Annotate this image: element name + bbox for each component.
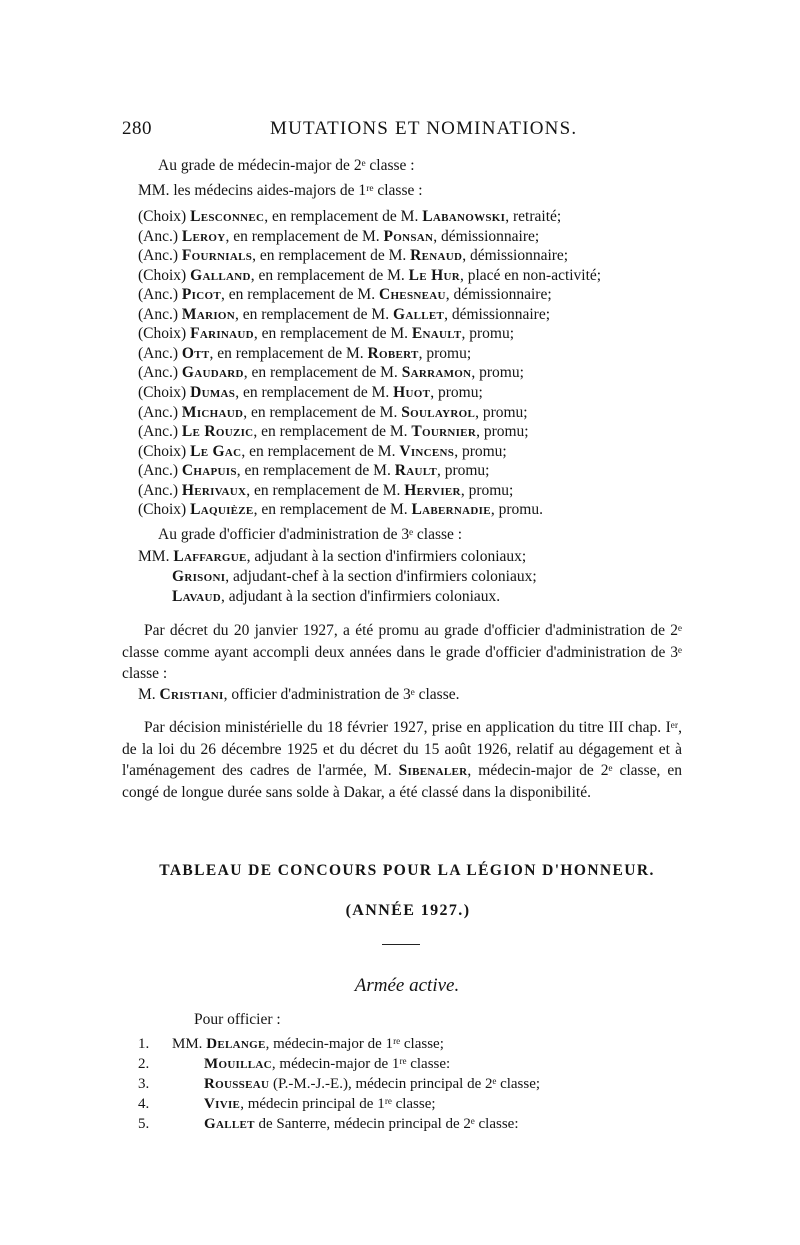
promotion-text: , en remplacement de M. bbox=[246, 481, 405, 499]
tableau-year: (ANNÉE 1927.) bbox=[345, 902, 471, 919]
tableau-subhead: Pour officier : bbox=[194, 1011, 281, 1028]
promotion-text: , en remplacement de M. bbox=[235, 305, 393, 323]
decree-name: Cristiani bbox=[159, 686, 224, 703]
promotion-mode: (Choix) bbox=[138, 208, 187, 225]
promotion-mode: (Anc.) bbox=[138, 286, 179, 304]
replaced-name: Soulayrol bbox=[401, 403, 476, 421]
decision-text-2: , médecin-major de 2ᵉ classe, en congé de longue durée sans solde à Dakar, a été classé dans la disponibilité. bbox=[122, 762, 683, 801]
decree-role: , officier d'administration de 3ᵉ classe. bbox=[223, 686, 460, 703]
replaced-name: Tournier bbox=[411, 423, 477, 441]
promoted-name: Herivaux bbox=[181, 481, 247, 499]
promotion-status: , promu; bbox=[436, 462, 490, 480]
promotion-mode: (Anc.) bbox=[138, 305, 179, 323]
promotion-mode: (Anc.) bbox=[138, 247, 179, 265]
tableau-title: TABLEAU DE CONCOURS POUR LA LÉGION D'HONNEUR. bbox=[159, 862, 655, 879]
block2-lead: Au grade d'officier d'administration de 3ᵉ classe : bbox=[158, 526, 463, 543]
promoted-name: Marion bbox=[181, 305, 236, 323]
replaced-name: Hervier bbox=[404, 481, 461, 499]
promotion-text: , en remplacement de M. bbox=[235, 383, 394, 401]
candidate-rank: (P.-M.-J.-E.), médecin principal de 2ᵉ classe; bbox=[269, 1076, 541, 1092]
promoted-name: Dumas bbox=[190, 383, 236, 401]
promotion-text: , en remplacement de M. bbox=[221, 286, 379, 304]
block1-intro: MM. les médecins aides-majors de 1ʳᵉ classe : bbox=[138, 182, 423, 199]
promotion-entry bbox=[138, 246, 568, 265]
promotion-mode: (Anc.) bbox=[138, 403, 179, 421]
promotion-mode: (Anc.) bbox=[138, 423, 179, 441]
promotion-mode: (Anc.) bbox=[138, 462, 179, 480]
replaced-name: Sarramon bbox=[401, 364, 472, 382]
promotion-mode: (Anc.) bbox=[138, 364, 179, 382]
admin-officer-entry bbox=[172, 587, 500, 606]
promoted-name: Michaud bbox=[181, 403, 244, 421]
promotion-entry bbox=[138, 422, 529, 441]
promotion-text: , en remplacement de M. bbox=[253, 325, 412, 343]
promoted-name: Le Gac bbox=[190, 442, 242, 460]
replaced-name: Enault bbox=[411, 325, 462, 343]
promotion-status: , démissionnaire; bbox=[445, 286, 552, 304]
promotion-mode: (Anc.) bbox=[138, 344, 179, 362]
promotion-status: , placé en non-activité; bbox=[459, 266, 602, 284]
promotion-status: , retraité; bbox=[505, 208, 562, 225]
page-number: 280 bbox=[122, 118, 152, 139]
promotion-entry bbox=[138, 305, 550, 324]
replaced-name: Labernadie bbox=[411, 501, 491, 519]
officer-name: Lavaud bbox=[172, 588, 222, 605]
promotion-mode: (Choix) bbox=[138, 383, 187, 401]
promoted-name: Galland bbox=[190, 266, 251, 284]
candidate-name: Gallet bbox=[204, 1116, 255, 1132]
promotion-mode: (Choix) bbox=[138, 266, 187, 284]
rank-number: 4. bbox=[138, 1096, 150, 1112]
candidate-rank: de Santerre, médecin principal de 2ᵉ classe: bbox=[254, 1116, 519, 1132]
admin-officer-entry bbox=[172, 567, 537, 586]
block1-lead: Au grade de médecin-major de 2ᵉ classe : bbox=[158, 157, 415, 174]
promotion-mode: (Anc.) bbox=[138, 481, 179, 499]
replaced-name: Huot bbox=[393, 383, 431, 401]
promotion-text: , en remplacement de M. bbox=[243, 364, 402, 382]
running-title: MUTATIONS ET NOMINATIONS. bbox=[270, 118, 578, 139]
promotion-mode: (Choix) bbox=[138, 442, 187, 460]
decree-appointee bbox=[138, 685, 459, 704]
promoted-name: Chapuis bbox=[181, 462, 237, 480]
candidate-name: Vivie bbox=[204, 1096, 241, 1112]
replaced-name: Ponsan bbox=[383, 227, 434, 245]
officer-role: , adjudant à la section d'infirmiers coloniaux. bbox=[221, 588, 501, 605]
promotion-entry bbox=[138, 285, 552, 304]
promotion-status: , promu; bbox=[460, 481, 514, 499]
promotion-entry bbox=[138, 442, 507, 461]
promotion-text: , en remplacement de M. bbox=[241, 442, 400, 460]
officer-role: , adjudant-chef à la section d'infirmiers coloniaux; bbox=[225, 568, 537, 585]
separator-rule bbox=[382, 944, 420, 945]
promoted-name: Le Rouzic bbox=[181, 423, 254, 441]
candidate-rank: , médecin-major de 1ʳᵉ classe: bbox=[271, 1056, 451, 1072]
promoted-name: Laquièze bbox=[190, 501, 254, 519]
promoted-name: Lesconnec bbox=[190, 208, 265, 225]
replaced-name: Vincens bbox=[399, 442, 455, 460]
replaced-name: Renaud bbox=[410, 247, 463, 265]
promotion-mode: (Choix) bbox=[138, 501, 187, 519]
promotion-entry bbox=[138, 227, 539, 246]
promotion-status: , promu. bbox=[490, 501, 543, 519]
promotion-entry bbox=[138, 344, 471, 363]
promoted-name: Farinaud bbox=[190, 325, 254, 343]
candidate-rank: , médecin-major de 1ʳᵉ classe; bbox=[265, 1036, 444, 1052]
honour-candidate bbox=[204, 1096, 436, 1113]
replaced-name: Rault bbox=[394, 462, 437, 480]
candidate-name: Rousseau bbox=[204, 1076, 270, 1092]
officer-name: Grisoni bbox=[172, 568, 226, 585]
promotion-entry bbox=[138, 207, 561, 226]
honour-candidate bbox=[172, 1036, 444, 1053]
honour-candidate bbox=[204, 1116, 519, 1133]
page-header bbox=[122, 118, 680, 144]
promotion-entry bbox=[138, 363, 524, 382]
rank-number: 2. bbox=[138, 1056, 150, 1072]
entry-prefix: MM. bbox=[172, 1036, 207, 1052]
candidate-name: Mouillac bbox=[204, 1056, 272, 1072]
candidate-name: Delange bbox=[206, 1036, 266, 1052]
promotion-mode: (Choix) bbox=[138, 325, 187, 343]
promotion-status: , promu; bbox=[454, 442, 507, 460]
promotion-text: , en remplacement de M. bbox=[225, 227, 384, 245]
promotion-entry bbox=[138, 266, 601, 285]
promotion-entry bbox=[138, 481, 513, 500]
rank-number: 1. bbox=[138, 1036, 150, 1052]
rank-number: 3. bbox=[138, 1076, 150, 1092]
decision-paragraph bbox=[122, 717, 682, 803]
promotion-entry bbox=[138, 383, 483, 402]
officer-role: , adjudant à la section d'infirmiers coloniaux; bbox=[246, 548, 527, 565]
promotion-status: , démissionnaire; bbox=[433, 227, 540, 245]
promotion-status: , démissionnaire; bbox=[462, 247, 569, 265]
promotion-text: , en remplacement de M. bbox=[250, 266, 409, 284]
promotion-entry bbox=[138, 324, 514, 343]
replaced-name: Gallet bbox=[392, 305, 445, 323]
promotion-mode: (Anc.) bbox=[138, 227, 179, 245]
promotion-status: , promu; bbox=[430, 383, 483, 401]
promotion-text: , en remplacement de M. bbox=[264, 208, 423, 225]
promoted-name: Picot bbox=[181, 286, 221, 304]
promotion-status: , promu; bbox=[475, 403, 528, 421]
promotion-text: , en remplacement de M. bbox=[243, 403, 402, 421]
promoted-name: Fournials bbox=[181, 247, 253, 265]
entry-prefix: MM. bbox=[138, 548, 174, 565]
promotion-text: , en remplacement de M. bbox=[253, 501, 412, 519]
promotion-status: , promu; bbox=[476, 423, 529, 441]
promotion-entry bbox=[138, 500, 543, 519]
promotion-text: , en remplacement de M. bbox=[252, 247, 411, 265]
promotion-status: , démissionnaire; bbox=[444, 305, 551, 323]
replaced-name: Labanowski bbox=[422, 208, 506, 225]
rank-number: 5. bbox=[138, 1116, 150, 1132]
promotion-status: , promu; bbox=[418, 344, 472, 362]
honour-candidate bbox=[204, 1056, 450, 1073]
admin-officer-entry bbox=[138, 547, 526, 566]
promotion-text: , en remplacement de M. bbox=[253, 423, 412, 441]
replaced-name: Chesneau bbox=[378, 286, 446, 304]
candidate-rank: , médecin principal de 1ʳᵉ classe; bbox=[240, 1096, 436, 1112]
promoted-name: Leroy bbox=[181, 227, 226, 245]
promoted-name: Gaudard bbox=[181, 364, 244, 382]
promotion-text: , en remplacement de M. bbox=[236, 462, 395, 480]
decree-prefix: M. bbox=[138, 686, 160, 703]
promotion-status: , promu; bbox=[461, 325, 515, 343]
replaced-name: Robert bbox=[367, 344, 419, 362]
decree-paragraph bbox=[122, 620, 682, 685]
promotion-text: , en remplacement de M. bbox=[209, 344, 368, 362]
honour-candidate bbox=[204, 1076, 540, 1093]
promotion-status: , promu; bbox=[471, 364, 524, 382]
promoted-name: Ott bbox=[181, 344, 210, 362]
promotion-entry bbox=[138, 403, 528, 422]
replaced-name: Le Hur bbox=[408, 266, 460, 284]
promotion-entry bbox=[138, 461, 490, 480]
officer-name: Laffargue bbox=[173, 548, 247, 565]
decision-text-1: Par décision ministérielle du 18 février 1927, prise en application du titre III chap. Iᵉʳ, de la loi du 26 décembre 1925 et du décret du 15 août 1926, relatif au dégagement et à l'aménagement des cadres de l'armée, M. bbox=[122, 719, 682, 779]
decree-text: Par décret du 20 janvier 1927, a été promu au grade d'officier d'administration de 2ᵉ classe comme ayant accompli deux années dans le grade d'officier d'administration de 3ᵉ classe : bbox=[122, 622, 682, 682]
section-title: Armée active. bbox=[354, 975, 460, 996]
decision-name: Sibenaler bbox=[398, 762, 468, 779]
